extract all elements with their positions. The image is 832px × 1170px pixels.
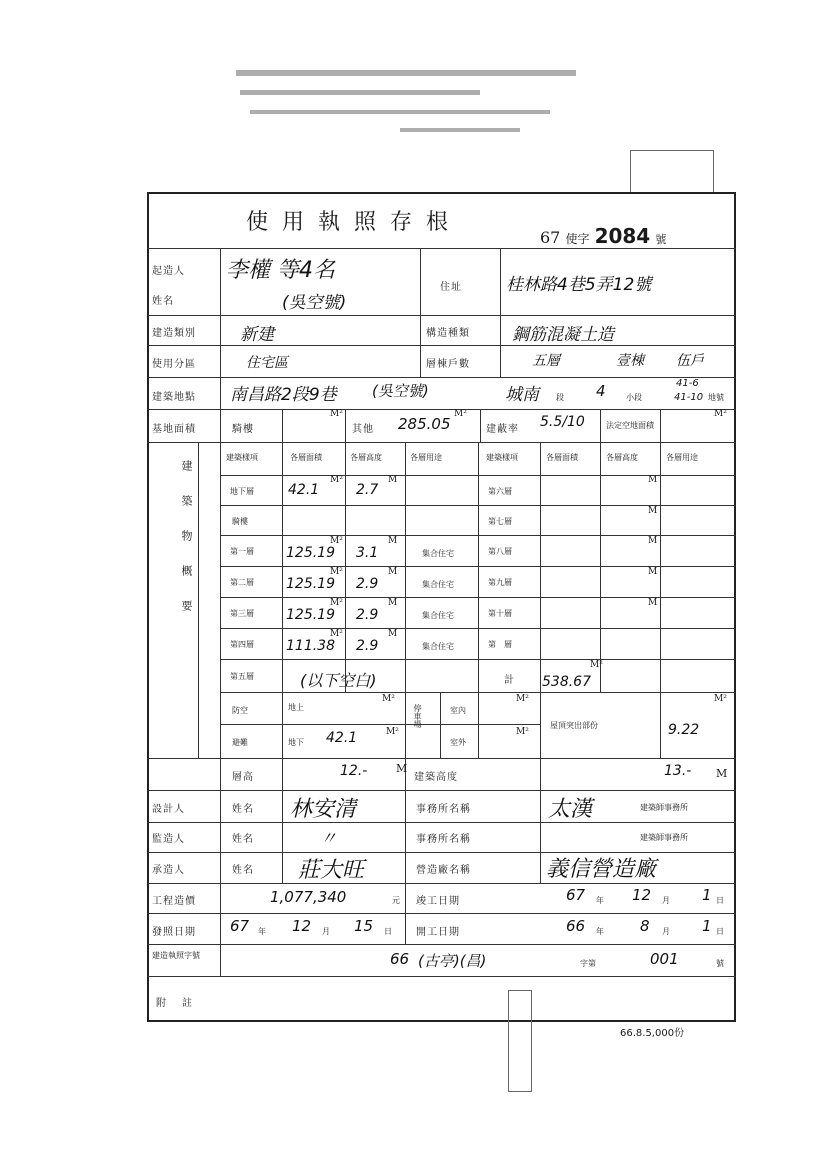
unit-total-height: M (716, 767, 728, 780)
row-floor6: 第六層 (488, 487, 512, 496)
label-lot: 小段 (626, 393, 642, 402)
header-height-left: 各層高度 (350, 453, 382, 462)
label-building-items: 建築物概要 (180, 460, 193, 635)
label-below: 地下 (288, 738, 304, 747)
floor5-note: (以下空白) (300, 671, 377, 690)
unit-parking-indoor: M² (516, 694, 529, 704)
label-outdoor: 室外 (450, 738, 466, 747)
total-area: 538.67 (542, 674, 591, 690)
completion-month: 12 (632, 886, 652, 904)
label-yuan: 元 (392, 896, 400, 905)
label-supervisor: 監造人 (152, 834, 185, 845)
basement-area: 42.1 (288, 482, 320, 498)
label-permit-no: 建造執照字號 (152, 951, 200, 960)
label-start-date: 開工日期 (416, 927, 460, 938)
start-day-unit: 日 (716, 927, 724, 936)
floor4-use: 集合住宅 (422, 642, 454, 651)
designer-name: 林安清 (290, 797, 357, 822)
unit-layer-height: M (396, 762, 408, 775)
label-land-no: 地號 (708, 393, 724, 402)
label-contractor: 承造人 (152, 865, 185, 876)
row-floor10: 第十層 (488, 609, 512, 618)
use-zone: 住宅區 (246, 355, 288, 371)
permit-char: (古亭)(昌) (418, 952, 487, 970)
label-layer-height: 層高 (232, 772, 254, 783)
row-floor2: 第二層 (230, 578, 254, 587)
label-evacuation: 避難 (232, 738, 248, 747)
site-location: 南昌路2段9巷 (230, 385, 337, 405)
permit-prefix: 66 (390, 950, 410, 968)
structure-type: 鋼筋混凝土造 (512, 325, 614, 345)
supervisor-name: 〃 (320, 829, 337, 849)
start-month: 8 (640, 917, 650, 935)
unit-floor2-area: M² (330, 567, 343, 577)
unit-basement-height: M (388, 475, 398, 485)
header-scan-noise-1 (236, 70, 576, 76)
label-structure-type: 構造種類 (426, 328, 470, 339)
builder-name: 李權 等4名 (226, 258, 335, 283)
label-coverage: 建蔽率 (486, 424, 519, 435)
unit-floor1-area: M² (330, 536, 343, 546)
label-permit-hao: 號 (716, 959, 724, 968)
label-designer-name: 姓名 (232, 804, 254, 815)
coverage: 5.5/10 (540, 414, 585, 430)
designer-firm: 太漢 (548, 797, 593, 822)
cost: 1,077,340 (270, 888, 347, 906)
floor1-use: 集合住宅 (422, 549, 454, 558)
header-height-right: 各層高度 (606, 453, 638, 462)
unit-total-area: M² (590, 660, 603, 670)
builder-name-2: (吳空號) (282, 293, 347, 313)
row-floor4: 第四層 (230, 640, 254, 649)
unit-floor3-height: M (388, 598, 398, 608)
completion-day-unit: 日 (716, 896, 724, 905)
contractor-name: 莊大旺 (298, 858, 365, 883)
label-parking: 停車場 (413, 704, 422, 728)
floor2-area: 125.19 (286, 576, 335, 592)
unit-floor2-height: M (388, 567, 398, 577)
unit-site-other: M² (454, 409, 467, 419)
label-floors-units: 層棟戶數 (426, 359, 470, 370)
label-total-height: 建築高度 (414, 772, 458, 783)
completion-month-unit: 月 (662, 896, 670, 905)
basement-height: 2.7 (356, 482, 379, 498)
label-completion: 竣工日期 (416, 896, 460, 907)
floor3-use: 集合住宅 (422, 611, 454, 620)
floor2-use: 集合住宅 (422, 580, 454, 589)
row-basement: 地下層 (230, 487, 254, 496)
label-arcade: 騎樓 (232, 424, 254, 435)
label-indoor: 室內 (450, 706, 466, 715)
page-title: 使用執照存根 (246, 210, 463, 235)
completion-year-unit: 年 (596, 896, 604, 905)
start-year: 66 (566, 917, 586, 935)
row-floor8: 第八層 (488, 547, 512, 556)
unit-floor8-height: M (648, 536, 658, 546)
header-area-left: 各層面積 (290, 453, 322, 462)
header-scan-noise-3 (250, 110, 550, 114)
issue-month-unit: 月 (322, 927, 330, 936)
household-count: 伍戶 (676, 353, 704, 369)
lot-no-2: 41-10 (674, 392, 704, 403)
unit-parking-outdoor: M² (516, 727, 529, 737)
unit-floor4-height: M (388, 629, 398, 639)
row-floor5: 第五層 (230, 672, 254, 681)
unit-site-legal: M² (714, 409, 727, 419)
row-floor9: 第九層 (488, 578, 512, 587)
header-items-left: 建築樣項 (226, 453, 258, 462)
footer-print: 66.8.5,000份 (620, 1028, 685, 1039)
row-floor3: 第三層 (230, 609, 254, 618)
row-floorN: 第 層 (488, 640, 512, 649)
lot-no-1: 41-6 (676, 378, 699, 389)
header-scan-noise-2 (240, 90, 480, 95)
issue-day: 15 (354, 917, 374, 935)
label-site-location: 建築地點 (152, 392, 196, 403)
builder-address: 桂林路4巷5弄12號 (506, 275, 652, 295)
unit-floor9-height: M (648, 567, 658, 577)
issue-year-unit: 年 (258, 927, 266, 936)
start-month-unit: 月 (662, 927, 670, 936)
floor4-area: 111.38 (286, 638, 335, 654)
unit-floor3-area: M² (330, 598, 343, 608)
other-area: 285.05 (398, 415, 451, 433)
label-contractor-name: 姓名 (232, 865, 254, 876)
unit-roof: M² (714, 694, 727, 704)
unit-evac-below: M² (386, 727, 399, 737)
label-site-area: 基地面積 (152, 424, 196, 435)
floor1-height: 3.1 (356, 545, 379, 561)
layer-height: 12.- (340, 763, 368, 779)
row-total: 計 (504, 675, 515, 686)
roof-area: 9.22 (668, 722, 700, 738)
label-building-category: 建造類別 (152, 328, 196, 339)
evac-below-area: 42.1 (326, 730, 358, 746)
unit-floor4-area: M² (330, 629, 343, 639)
label-address: 住址 (440, 282, 462, 293)
floor3-height: 2.9 (356, 607, 379, 623)
floor3-area: 125.19 (286, 607, 335, 623)
issue-day-unit: 日 (384, 927, 392, 936)
label-remarks: 附註 (156, 998, 208, 1009)
label-name: 姓名 (152, 296, 174, 307)
issue-year: 67 (230, 917, 250, 935)
permit-no: 001 (650, 950, 679, 968)
corner-stamp-box (630, 150, 714, 194)
unit-floor10-height: M (648, 598, 658, 608)
header-scan-noise-4 (400, 128, 520, 132)
row-arcade: 騎樓 (232, 517, 248, 526)
building-category: 新建 (240, 325, 274, 345)
label-roof: 屋頂突出部份 (550, 721, 598, 730)
designer-firm-suffix: 建築師事務所 (640, 803, 688, 812)
label-issue-date: 發照日期 (152, 927, 196, 938)
label-cost: 工程造價 (152, 896, 196, 907)
row-floor1: 第一層 (230, 547, 254, 556)
label-permit-zi: 字第 (580, 959, 596, 968)
supervisor-firm-suffix: 建築師事務所 (640, 833, 688, 842)
label-use-zone: 使用分區 (152, 359, 196, 370)
unit-basement-area: M² (330, 475, 343, 485)
unit-site-arcade: M² (330, 409, 343, 419)
label-above: 地上 (288, 703, 304, 712)
header-use-right: 各層用途 (666, 453, 698, 462)
label-contractor-company: 營造廠名稱 (416, 865, 471, 876)
completion-year: 67 (566, 886, 586, 904)
unit-floor7-height: M (648, 506, 658, 516)
header-area-right: 各層面積 (546, 453, 578, 462)
issue-month: 12 (292, 917, 312, 935)
doc-number: 67 使字 2084 號 (540, 224, 667, 248)
district-section-no: 4 (596, 382, 606, 400)
header-items-right: 建築樣項 (486, 453, 518, 462)
unit-floor1-height: M (388, 536, 398, 546)
floor1-area: 125.19 (286, 545, 335, 561)
label-builder: 起造人 (152, 266, 185, 277)
label-supervisor-name: 姓名 (232, 834, 254, 845)
contractor-company: 義信營造廠 (546, 857, 657, 882)
floor-count: 五層 (532, 353, 560, 369)
label-section: 段 (556, 393, 564, 402)
total-height: 13.- (664, 763, 692, 779)
header-use-left: 各層用途 (410, 453, 442, 462)
floor4-height: 2.9 (356, 638, 379, 654)
unit-air-raid: M² (382, 694, 395, 704)
site-location-extra: (吳空號) (372, 382, 429, 400)
label-designer: 設計人 (152, 804, 185, 815)
label-other: 其他 (352, 424, 374, 435)
label-supervisor-firm: 事務所名稱 (416, 834, 471, 845)
vertical-stamp (508, 990, 532, 1092)
building-count: 壹棟 (616, 353, 644, 369)
label-legal-open: 法定空地面積 (606, 421, 654, 430)
floor2-height: 2.9 (356, 576, 379, 592)
unit-floor6-height: M (648, 475, 658, 485)
label-air-raid: 防空 (232, 706, 248, 715)
district: 城南 (505, 385, 539, 405)
completion-day: 1 (702, 886, 712, 904)
row-floor7: 第七層 (488, 517, 512, 526)
start-year-unit: 年 (596, 927, 604, 936)
start-day: 1 (702, 917, 712, 935)
label-designer-firm: 事務所名稱 (416, 804, 471, 815)
